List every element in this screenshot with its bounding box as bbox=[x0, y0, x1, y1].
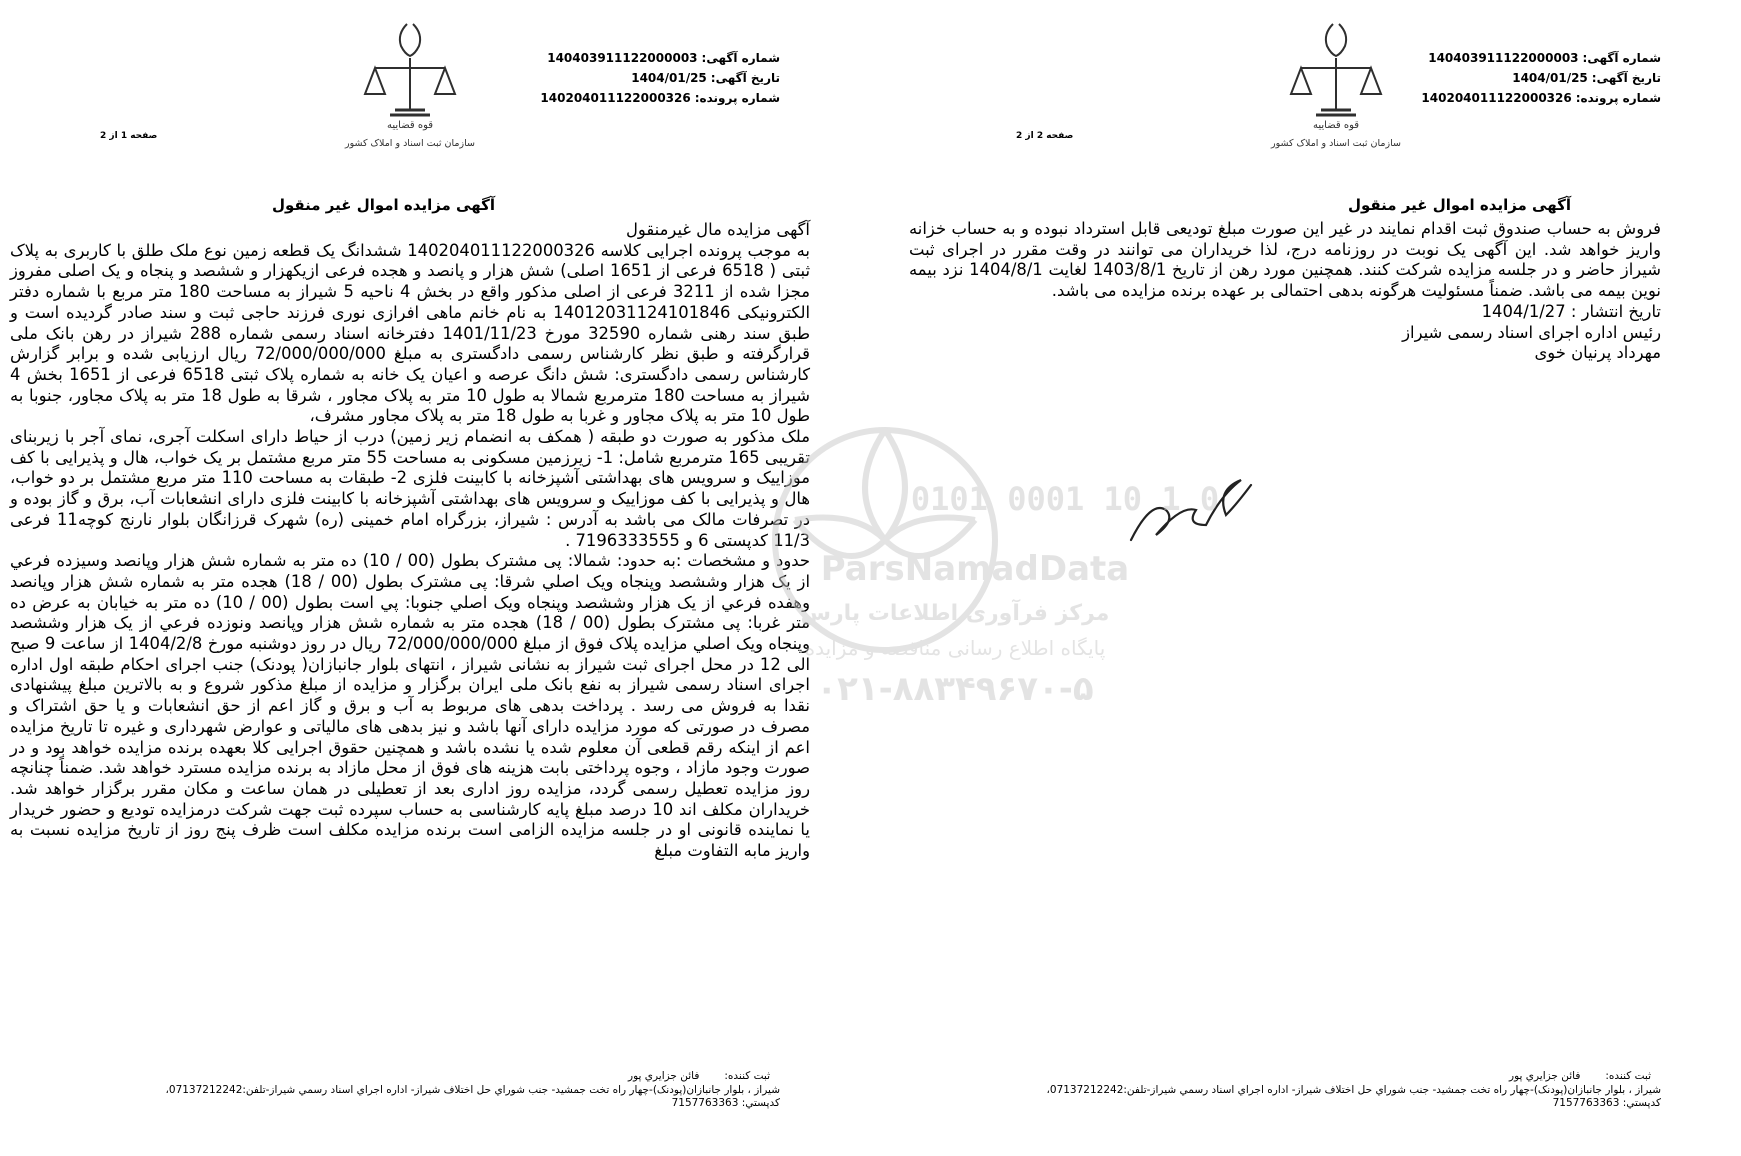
notice-page-1 bbox=[0, 0, 860, 1156]
ad-date bbox=[1421, 68, 1661, 88]
emblem-sub-text: قوه قضاییه bbox=[1312, 120, 1360, 131]
notice-title: آگهی مزایده اموال غیر منقول bbox=[271, 196, 495, 214]
registrar bbox=[881, 1070, 1661, 1084]
body-paragraph: به موجب پرونده اجرایی کلاسه 140204011122000326 ششدانگ یک قطعه زمین نوع ملک طلق با کاربری به پلاک ثبتی ( 6518 فرعی از 1651 اصلی) شش هزار و پانصد و هجده فرعی ازیکهزار و ششصد و پنجاه و یک اصلی مفروز مجزا شده از 3211 فرعی از اصلی مذکور واقع در بخش 4 ناحیه 5 شیراز به مساحت 180 متر مربع با شماره دفتر الکترونیکی 14012031124101846 به نام خانم ماهی افرازی نوری فرزند حاجی ثبت و سند صادر گردیده است و طبق سند رهنی شماره 32590 مورخ 1401/11/23 دفترخانه اسناد رسمی شماره 288 شیراز در رهن بانک ملی قرارگرفته و طبق نظر کارشناس رسمی دادگستری به مبلغ 72/000/000/000 ریال ارزیابی شده و برابر گزارش کارشناس رسمی دادگستری: شش دانگ عرصه و اعیان یک خانه به شماره پلاک ثبتی 6518 فرعی از 1651 بخش 4 شیراز به مساحت 180 مترمربع شمالا به طول 10 متر به پلاک مجاور ، شرقا به طول 18 متر به پلاک مجاور، جنوبا به طول 10 متر به پلاک مجاور و غربا به طول 18 متر به پلاک مجاور مشرف، bbox=[10, 240, 811, 426]
registrar bbox=[10, 1070, 780, 1084]
ad-date-value: 1404/01/25 bbox=[1512, 71, 1588, 85]
file-number bbox=[540, 88, 780, 108]
ad-number bbox=[1421, 48, 1661, 68]
watermark-digits: 0101 0001 10 1 0 bbox=[910, 480, 1220, 518]
file-number-label: شماره پرونده: bbox=[1575, 91, 1661, 105]
watermark-phone: ۰۲۱-۸۸۳۴۹۶۷۰-۵ bbox=[816, 669, 1094, 709]
watermark-brand: ParsNamadData bbox=[820, 549, 1130, 589]
watermark-line2: پایگاه اطلاع رسانی مناقصه و مزایده bbox=[804, 636, 1106, 660]
page-indicator: صفحه 1 از 2 bbox=[100, 131, 158, 141]
ad-number-value: 140403911122000003 bbox=[1428, 51, 1579, 65]
registrar-label: ثبت کننده: bbox=[1605, 1070, 1651, 1082]
body-paragraph: آگهی مزایده مال غیرمنقول bbox=[626, 220, 810, 239]
ad-number-label: شماره آگهی: bbox=[1582, 51, 1661, 65]
file-number-value: 140204011122000326 bbox=[1421, 91, 1572, 105]
ad-date-value: 1404/01/25 bbox=[631, 71, 707, 85]
postal-code: کدپستي: 7157763363 bbox=[1552, 1097, 1661, 1109]
postal-code: کدپستي: 7157763363 bbox=[671, 1097, 780, 1109]
body-paragraph: فروش به حساب صندوق ثبت اقدام نمایند در غیر این صورت مبلغ تودیعی قابل استرداد نبوده و به حساب خزانه واریز خواهد شد. این آگهی یک نوبت در روزنامه درج، لذا خریداران می توانند در وقت مقرر در اجرای ثبت شیراز حاضر و در جلسه مزایده شرکت کنند. همچنین مورد رهن از تاریخ 1403/8/1 لغایت 1404/8/1 نزد بیمه نوین بیمه می باشد. ضمناً مسئولیت هرگونه بدهی احتمالی بر عهده برنده مزایده می باشد. bbox=[909, 219, 1661, 301]
notice-title: آگهی مزایده اموال غیر منقول bbox=[1347, 196, 1571, 214]
watermark-line1: مرکز فرآوری اطلاعات پارس bbox=[800, 601, 1110, 626]
signatory-name: مهرداد پرنیان خوی bbox=[1534, 343, 1661, 363]
body-paragraph: ملک مذکور به صورت دو طبقه ( همکف به انضمام زیر زمین) درب از حیاط دارای اسکلت آجری، نمای آجر با زیربنای تقریبی 165 مترمربع شامل: 1- زیرزمین مسکونی به مساحت 55 متر مربع مشتمل بر یک خواب، هال و پذیرایی با کف موزاییک و سرویس های بهداشتی آشپزخانه با کابینت فلزی 2- طبقات به مساحت 110 متر مربع مشتمل بر دو خواب، هال و پذیرایی با کف موزاییک و سرویس های بهداشتی آشپزخانه با کابینت فلزی دارای انشعابات آب، برق و گاز بوده و در تصرفات مالک می باشد به آدرس : شیراز، بزرگراه امام خمینی (ره) شهرک قرزانگان بلوار نارنج کوچه11 فرعی 11/3 کدپستی 6 و 7196333555 . bbox=[10, 427, 811, 550]
ad-date-label: تاریخ آگهی: bbox=[710, 71, 780, 85]
page-indicator: صفحه 2 از 2 bbox=[1016, 131, 1074, 141]
file-number-value: 140204011122000326 bbox=[540, 91, 691, 105]
registrar-name: فائن جزايري پور bbox=[628, 1070, 700, 1082]
ad-number bbox=[540, 48, 780, 68]
ad-date bbox=[540, 68, 780, 88]
publish-date: تاریخ انتشار : 1404/1/27 bbox=[1481, 301, 1661, 321]
notice-footer bbox=[10, 1070, 780, 1111]
registrar-name: فائن جزايري پور bbox=[1509, 1070, 1581, 1082]
ad-number-label: شماره آگهی: bbox=[701, 51, 780, 65]
ad-number-value: 140403911122000003 bbox=[547, 51, 698, 65]
body-paragraph: حدود و مشخصات :به حدود: شمالا: پی مشترک بطول (00 / 10) ده متر به شماره شش هزار وپانصد وسیزده فرعي از يک هزار وششصد وپنجاه ويک اصلي شرقا: پی مشترک بطول (00 / 18) هجده متر به شماره شش هزار وپانصد وهفده فرعي از يک هزار وششصد وپنجاه ويک اصلي جنوبا: پي است بطول (00 / 10) ده متر به خيابان به عرض ده متر غربا: پی مشترک بطول (00 / 18) هجده متر به شماره شش هزار وپانصد ونوزده فرعي از يک هزار وششصد وپنجاه ويک اصلي مزايده پلاک فوق از مبلغ 72/000/000/000 ريال در روز دوشنبه مورخ 1404/2/8 از ساعت 9 صبح الی 12 در محل اجرای ثبت شیراز به نشانی شیراز ، انتهای بلوار جانبازان( پودنک) جنب اجرای احکام طبقه اول اداره اجرای اسناد رسمی شیراز به نفع بانک ملی ایران برگزار و مزایده از مبلغ مذکور شروع و به بالاترین مبلغ پیشنهادی نقدا به فروش می رسد . پرداخت بدهی های مربوط به آب و برق و گاز اعم از حق انشعابات و یا حق اشتراک و مصرف در صورتی که مورد مزایده دارای آنها باشد و نیز بدهی های مالیاتی و عوارض شهرداری و غیره تا تاریخ مزایده اعم از اینکه رقم قطعی آن معلوم شده یا نشده باشد و همچنین حقوق اجرایی کلا بعهده برنده مزایده خواهد بود و در صورت وجود مازاد ، وجوه پرداختی بابت هزینه های فوق از محل مازاد به برنده مزایده مسترد خواهد شد. ضمناً چنانچه روز مزایده تعطیل رسمی گردد، مزایده روز اداری بعد از تعطیلی در همان ساعت و مکان مقرر برگزار خواهد شد. خریداران مکلف اند 10 درصد مبلغ پایه کارشناسی به حساب سپرده ثبت جهت شرکت درمزایده تودیع و حضور خریدار یا نماینده قانونی او در جلسه مزایده الزامی است برنده مزایده مکلف است ظرف پنج روز از تاریخ مزایده نسبت به واریز مابه التفاوت مبلغ bbox=[10, 551, 811, 861]
office-address: شيراز ، بلوار جانبازان(پودنک)-چهار راه تخت جمشيد- جنب شوراي حل اختلاف شيراز- اداره اجراي اسناد رسمي شيراز-تلفن:07137212242، bbox=[165, 1083, 780, 1096]
file-number-label: شماره پرونده: bbox=[694, 91, 780, 105]
file-number bbox=[1421, 88, 1661, 108]
emblem-sub-text: قوه قضاییه bbox=[386, 120, 434, 131]
notice-body bbox=[10, 220, 810, 862]
notice-meta bbox=[540, 48, 780, 108]
office-address: شيراز ، بلوار جانبازان(پودنک)-چهار راه تخت جمشيد- جنب شوراي حل اختلاف شيراز- اداره اجراي اسناد رسمي شيراز-تلفن:07137212242، bbox=[1046, 1083, 1661, 1096]
signatory-title: رئیس اداره اجرای اسناد رسمی شیراز bbox=[1402, 322, 1661, 342]
judiciary-emblem-icon bbox=[1271, 18, 1401, 158]
emblem-org-text: سازمان ثبت اسناد و املاک کشور bbox=[345, 138, 475, 149]
notice-meta bbox=[1421, 48, 1661, 108]
emblem-org-text: سازمان ثبت اسناد و املاک کشور bbox=[1271, 138, 1401, 149]
notice-footer bbox=[881, 1070, 1661, 1111]
judiciary-emblem-icon bbox=[345, 18, 475, 158]
ad-date-label: تاریخ آگهی: bbox=[1591, 71, 1661, 85]
registrar-label: ثبت کننده: bbox=[724, 1070, 770, 1082]
notice-body bbox=[909, 219, 1661, 364]
parsnamad-watermark bbox=[735, 400, 1220, 780]
